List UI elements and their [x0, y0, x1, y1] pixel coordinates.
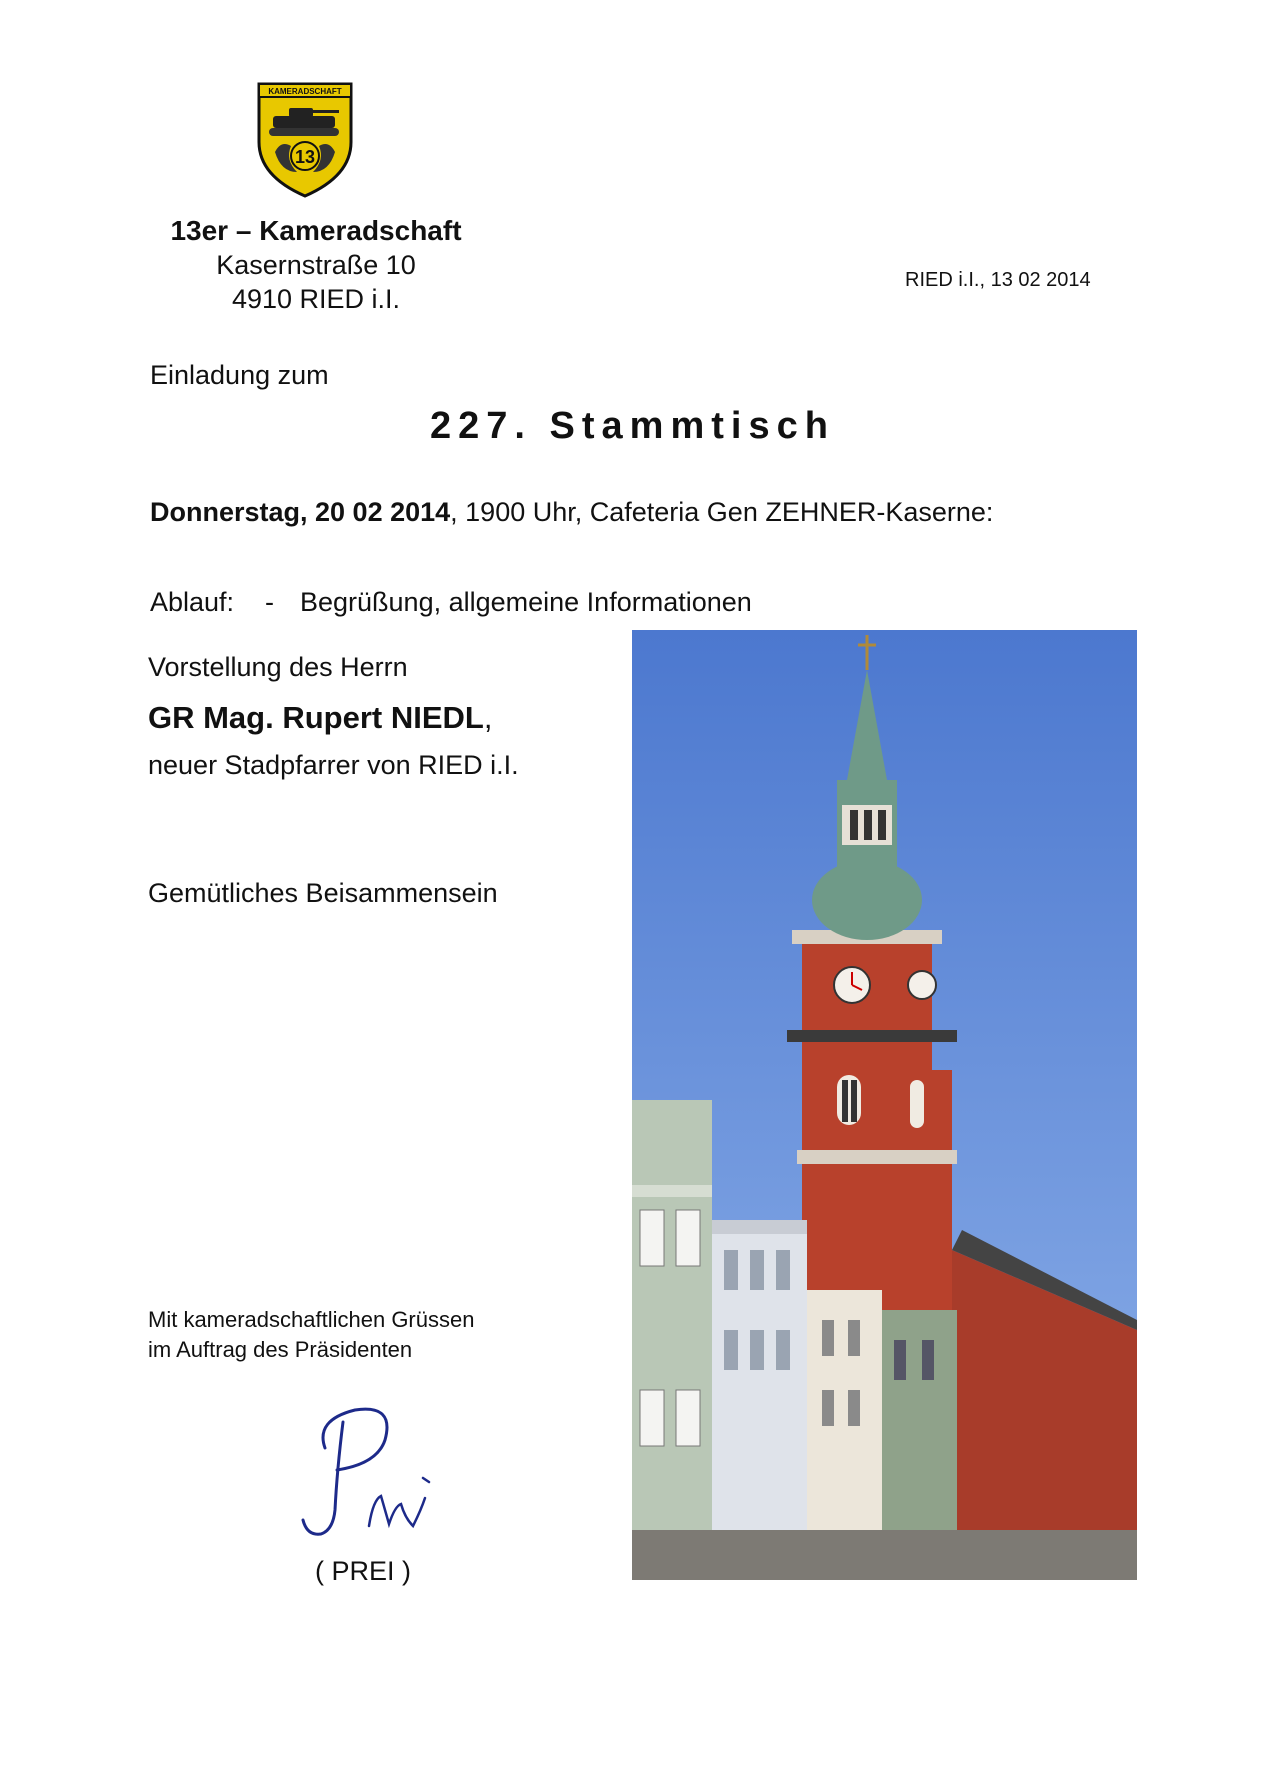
agenda-label: Ablauf: [150, 587, 235, 617]
organization-logo [255, 80, 355, 200]
agenda-item: Begrüßung, allgemeine Informationen [300, 587, 752, 617]
sender-street: Kasernstraße 10 [216, 250, 416, 280]
sender-address [150, 214, 482, 316]
invitation-intro: Einladung zum [150, 360, 329, 390]
signature-image [285, 1400, 445, 1550]
sender-city: 4910 RIED i.I. [231, 284, 401, 314]
agenda-dash: - [265, 587, 274, 617]
guest-role: neuer Stadpfarrer von RIED i.I. [148, 750, 519, 780]
guest-comma: , [483, 700, 493, 735]
guest-name-line [148, 700, 492, 736]
closing-line-1: Mit kameradschaftlichen Grüssen [148, 1307, 475, 1332]
event-date: Donnerstag, 20 02 2014 [150, 497, 451, 527]
closing-greeting [148, 1305, 474, 1365]
event-time-place: , 1900 Uhr, Cafeteria Gen ZEHNER-Kaserne: [450, 497, 994, 527]
event-details [150, 497, 993, 528]
guest-name: GR Mag. Rupert NIEDL [148, 700, 484, 735]
letter-date: RIED i.I., 13 02 2014 [905, 269, 1091, 291]
closing-line-2: im Auftrag des Präsidenten [148, 1337, 413, 1362]
logo-text: KAMERADSCHAFT [268, 87, 342, 96]
invitation-headline: 227. Stammtisch [430, 405, 835, 447]
sender-name: 13er – Kameradschaft [170, 215, 462, 246]
church-tower-photo [632, 630, 1137, 1580]
guest-intro: Vorstellung des Herrn [148, 652, 408, 682]
agenda-line [150, 587, 752, 618]
signer-name: ( PREI ) [314, 1556, 411, 1586]
logo-number: 13 [294, 147, 316, 167]
agenda-social: Gemütliches Beisammensein [148, 878, 498, 908]
